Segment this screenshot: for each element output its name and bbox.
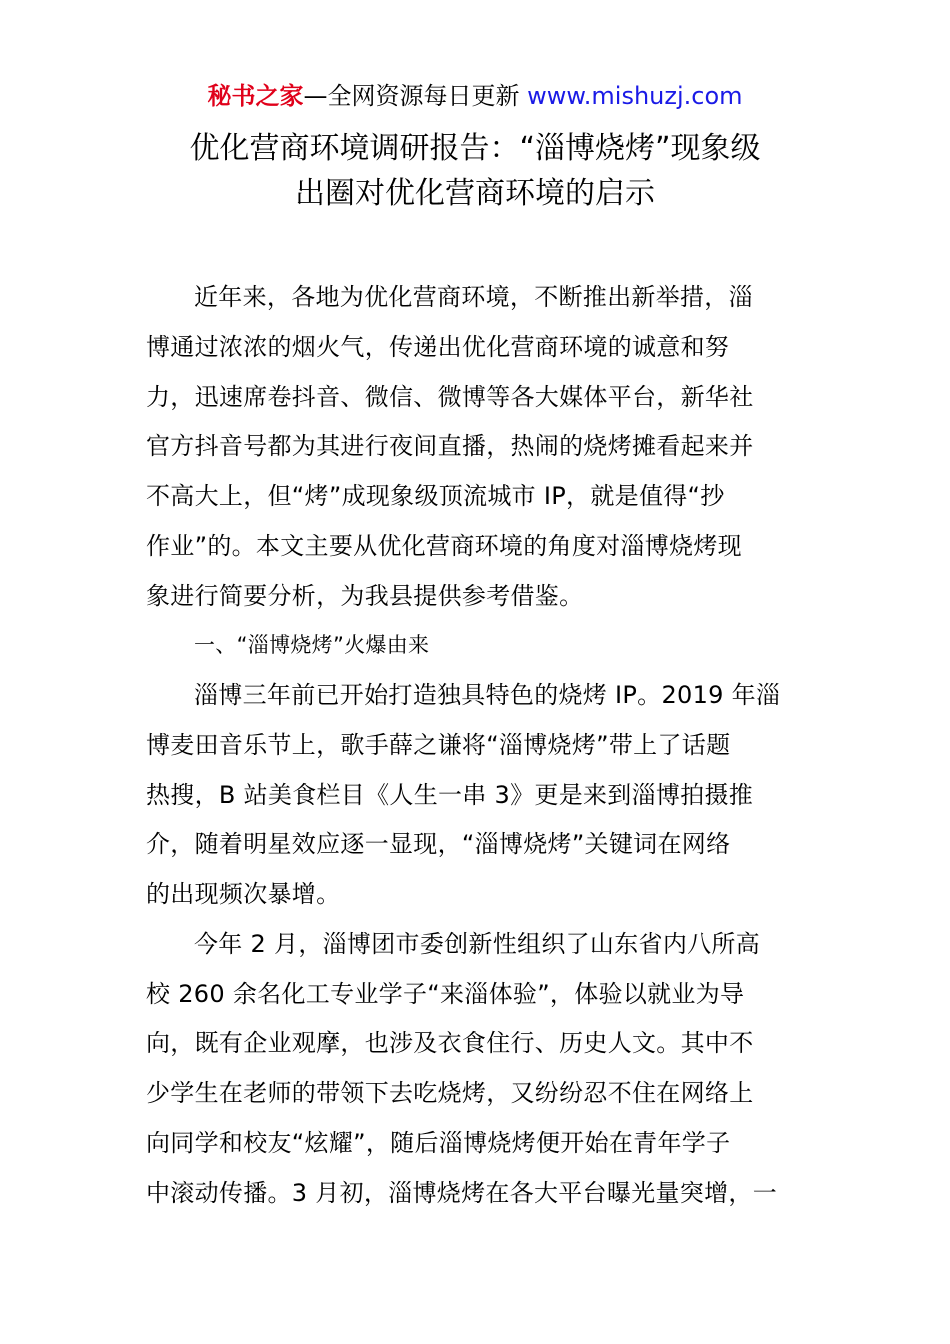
title-line-2: 出圈对优化营商环境的启示: [295, 176, 655, 211]
paragraph-line: 今年 2 月，淄博团市委创新性组织了山东省内八所高: [194, 929, 761, 958]
paragraph-line: 中滚动传播。3 月初，淄博烧烤在各大平台曝光量突增，一: [146, 1178, 777, 1207]
brand-name: 秘书之家: [207, 82, 304, 110]
paragraph-line: 博麦田音乐节上，歌手薛之谦将“淄博烧烤”带上了话题: [146, 730, 731, 759]
paragraph-line: 淄博三年前已开始打造独具特色的烧烤 IP。2019 年淄: [194, 681, 781, 709]
site-url-link[interactable]: www.mishuzj.com: [527, 82, 743, 110]
paragraph-line: 力，迅速席卷抖音、微信、微博等各大媒体平台，新华社: [146, 382, 754, 411]
paragraph-line: 向同学和校友“炫耀”，随后淄博烧烤便开始在青年学子: [146, 1128, 731, 1157]
paragraph-line: 的出现频次暴增。: [146, 880, 341, 908]
paragraph-line: 近年来，各地为优化营商环境，不断推出新举措，淄: [194, 283, 753, 311]
paragraph-line: 介，随着明星效应逐一显现，“淄博烧烤”关键词在网络: [146, 830, 731, 859]
paragraph-line: 少学生在老师的带领下去吃烧烤，又纷纷忍不住在网络上: [146, 1079, 754, 1107]
document-body: [146, 273, 806, 1218]
document-title: [0, 126, 950, 216]
site-header: [0, 80, 950, 112]
paragraph-line: 作业”的。本文主要从优化营商环境的角度对淄博烧烤现: [146, 531, 742, 560]
paragraph-line: 象进行简要分析，为我县提供参考借鉴。: [146, 581, 584, 610]
title-line-1: 优化营商环境调研报告：“淄博烧烤”现象级: [189, 131, 761, 166]
paragraph-line: 不高大上，但“烤”成现象级顶流城市 IP，就是值得“抄: [146, 482, 725, 510]
paragraph-line: 博通过浓浓的烟火气，传递出优化营商环境的诚意和努: [146, 332, 730, 361]
section-heading: 一、“淄博烧烤”火爆由来: [194, 633, 430, 658]
paragraph-line: 热搜，B 站美食栏目《人生一串 3》更是来到淄博拍摄推: [146, 780, 754, 809]
header-tagline: —全网资源每日更新: [303, 82, 528, 110]
paragraph-line: 向，既有企业观摩，也涉及衣食住行、历史人文。其中不: [146, 1029, 754, 1058]
paragraph-line: 校 260 余名化工专业学子“来淄体验”，体验以就业为导: [146, 979, 745, 1008]
paragraph-line: 官方抖音号都为其进行夜间直播，热闹的烧烤摊看起来并: [146, 432, 754, 461]
